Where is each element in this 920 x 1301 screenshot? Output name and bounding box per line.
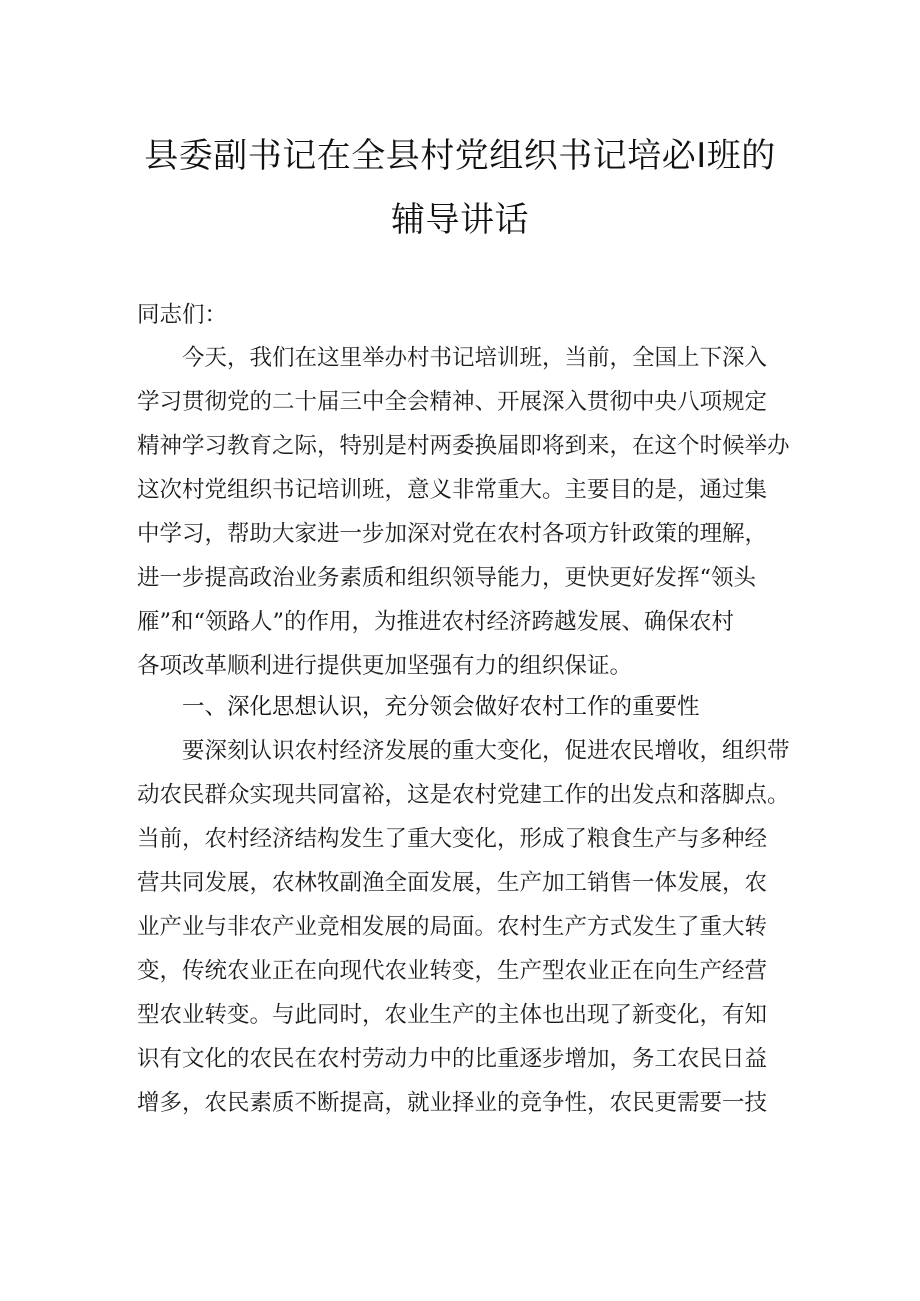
paragraph-2-line: 增多，农民素质不断提高，就业择业的竞争性，农民更需要一技 (137, 1090, 768, 1116)
salutation: 同志们： (137, 302, 228, 328)
paragraph-1-line: 进一步提高政治业务素质和组织领导能力，更快更好发挥“领头 (137, 565, 757, 591)
paragraph-1-line: 雁”和“领路人”的作用，为推进农村经济跨越发展、确保农村 (137, 609, 735, 635)
paragraph-1-line: 这次村党组织书记培训班，意义非常重大。主要目的是，通过集 (137, 477, 768, 503)
paragraph-1-line: 今天，我们在这里举办村书记培训班，当前，全国上下深入 (137, 345, 768, 371)
paragraph-2-line: 识有文化的农民在农村劳动力中的比重逐步增加，务工农民日益 (137, 1046, 768, 1072)
paragraph-2-line: 变，传统农业正在向现代农业转变，生产型农业正在向生产经营 (137, 958, 768, 984)
paragraph-2-line: 业产业与非农产业竞相发展的局面。农村生产方式发生了重大转 (137, 914, 768, 940)
paragraph-2-line: 要深刻认识农村经济发展的重大变化，促进农民增收，组织带 (137, 738, 790, 764)
paragraph-2-line: 动农民群众实现共同富裕，这是农村党建工作的出发点和落脚点。 (137, 782, 790, 808)
paragraph-1-line: 中学习，帮助大家进一步加深对党在农村各项方针政策的理解， (137, 521, 768, 547)
paragraph-1-line: 各项改革顺利进行提供更加坚强有力的组织保证。 (137, 653, 633, 679)
paragraph-2-line: 营共同发展，农林牧副渔全面发展，生产加工销售一体发展，农 (137, 870, 768, 896)
section-heading-1: 一、深化思想认识，充分领会做好农村工作的重要性 (137, 694, 700, 720)
paragraph-2-line: 当前，农村经济结构发生了重大变化，形成了粮食生产与多种经 (137, 826, 768, 852)
paragraph-1-line: 学习贯彻党的二十届三中全会精神、开展深入贯彻中央八项规定 (137, 389, 768, 415)
paragraph-2-line: 型农业转变。与此同时，农业生产的主体也出现了新变化，有知 (137, 1002, 768, 1028)
document-title-line-1: 县委副书记在全县村党组织书记培必I班的 (144, 136, 776, 176)
document-title-line-2: 辅导讲话 (391, 200, 529, 240)
paragraph-1-line: 精神学习教育之际，特别是村两委换届即将到来，在这个时候举办 (137, 433, 790, 459)
